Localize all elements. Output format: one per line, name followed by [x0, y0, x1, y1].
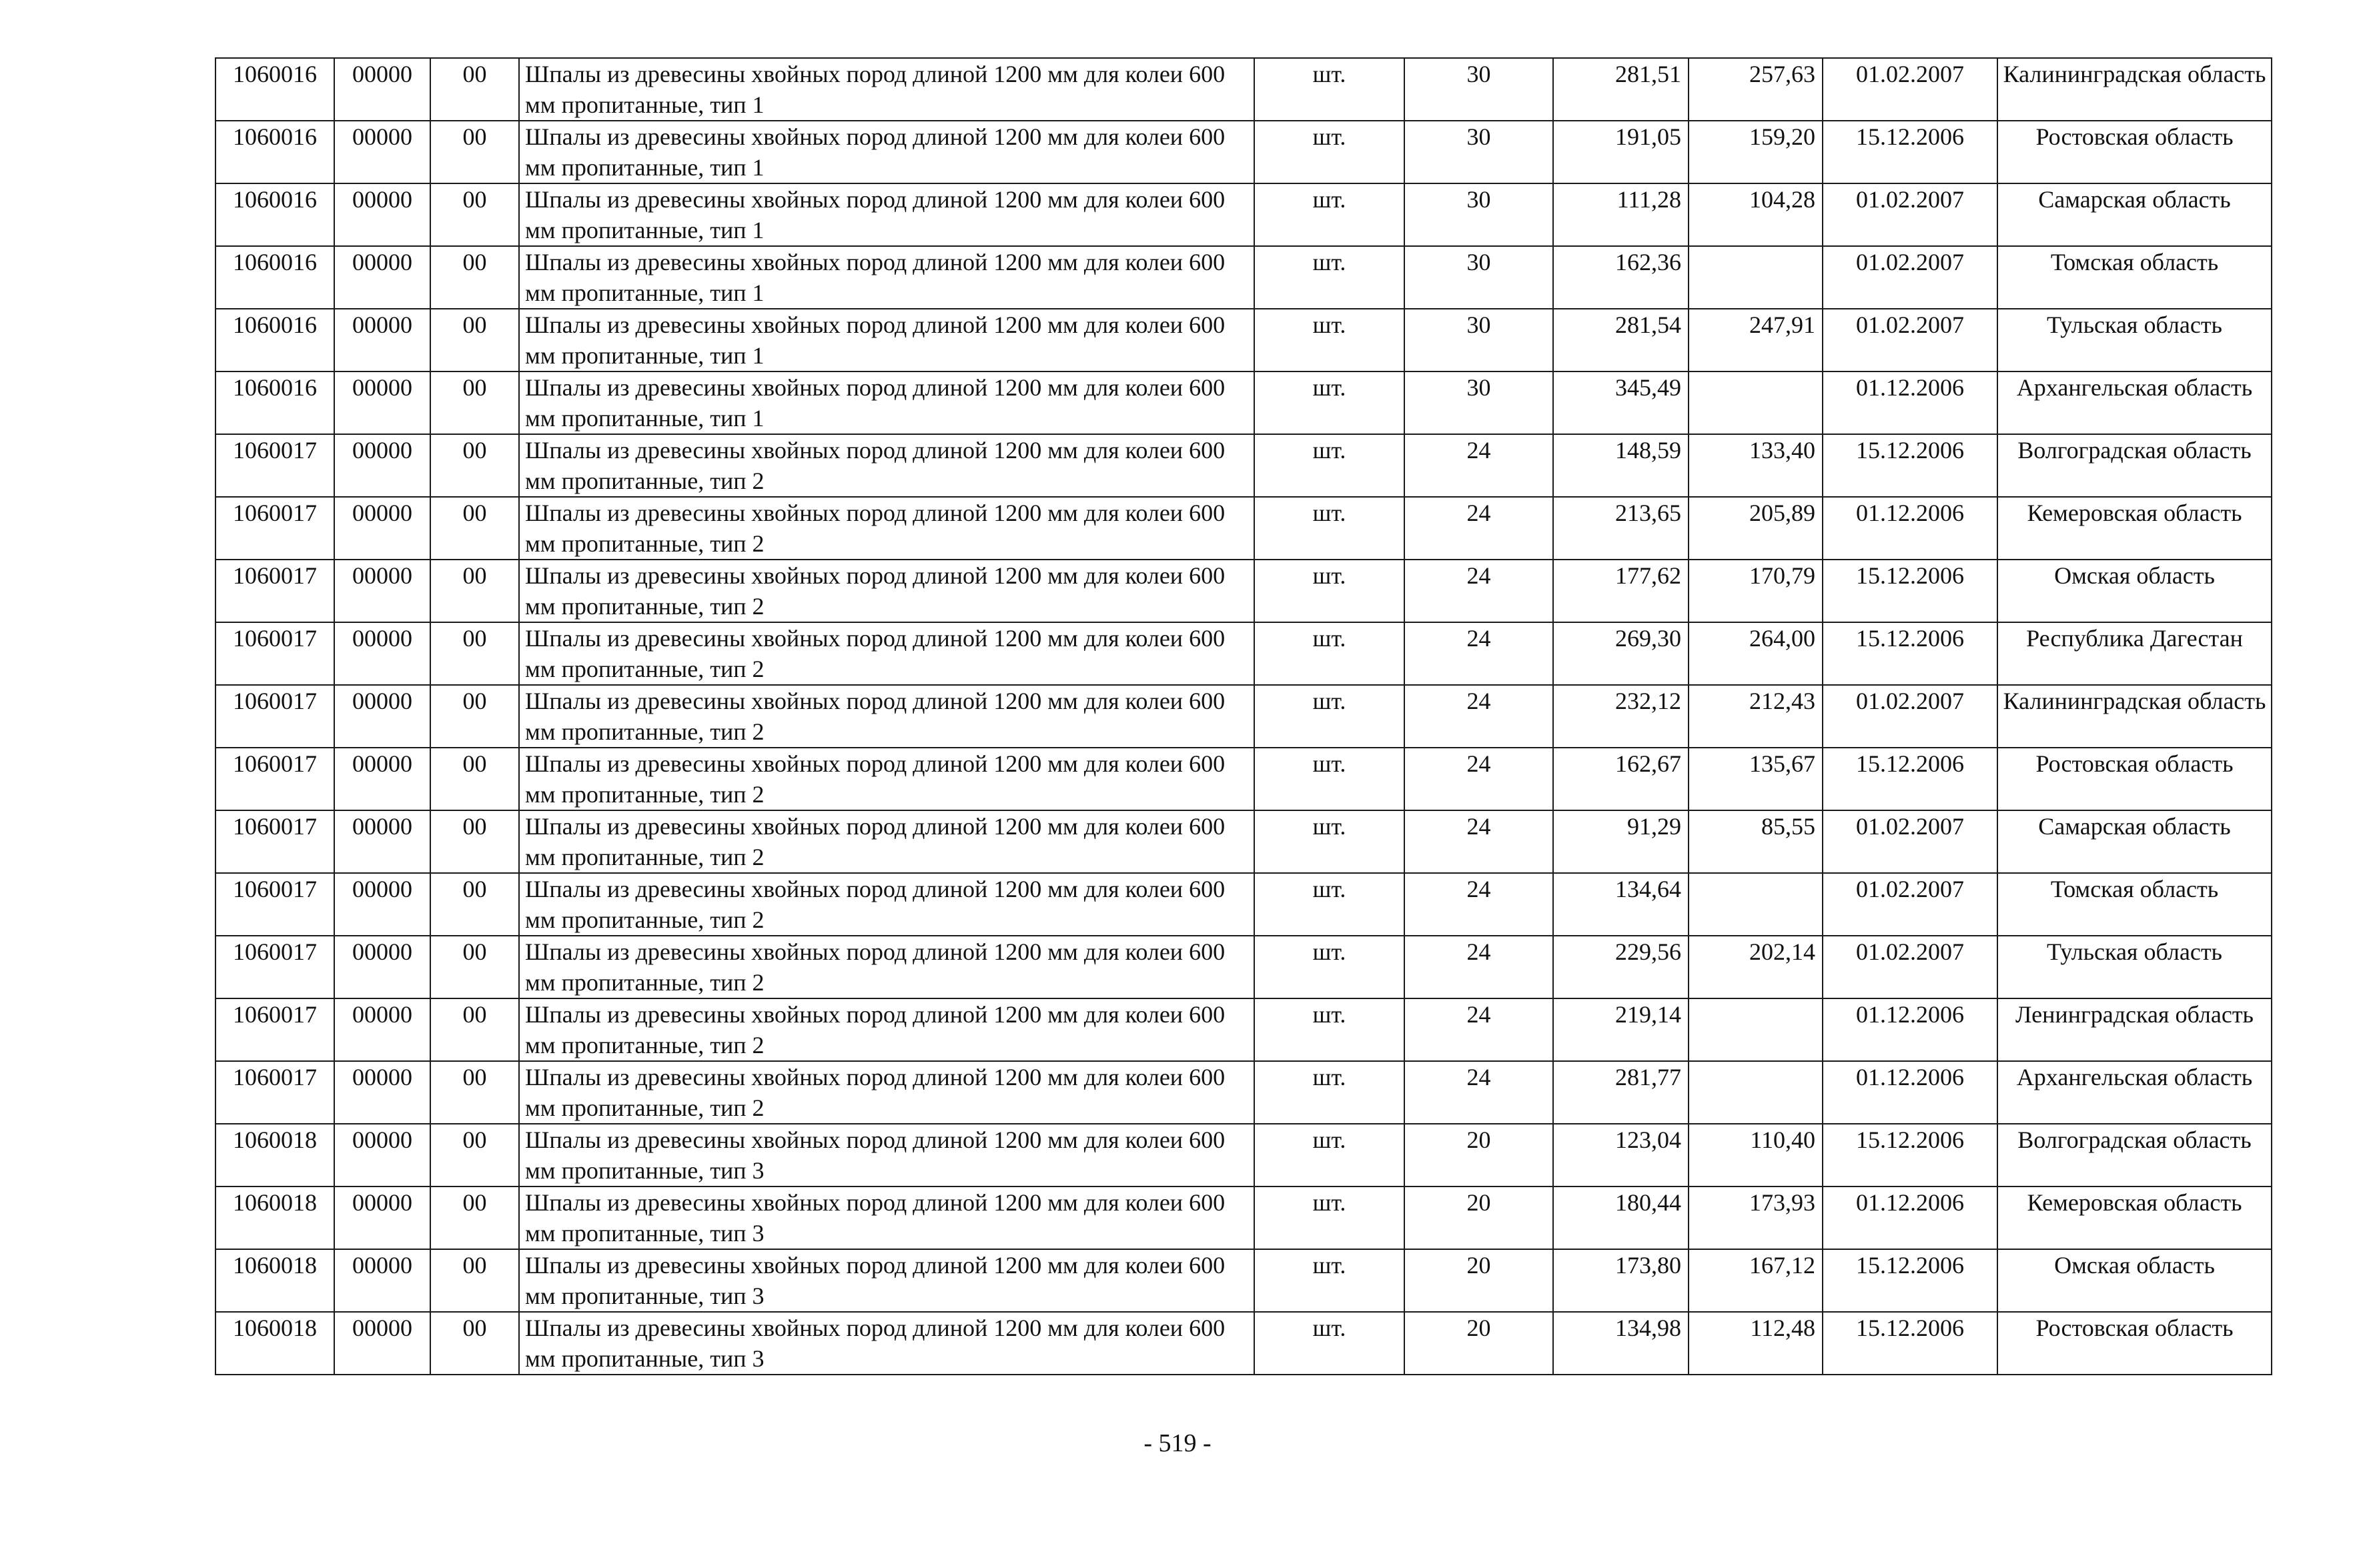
- region-cell: Ростовская область: [1997, 748, 2272, 810]
- price-alt-cell: [1689, 998, 1823, 1061]
- subcode-cell: 00000: [334, 434, 430, 497]
- price-alt-cell: 212,43: [1689, 685, 1823, 748]
- price-alt-cell: 247,91: [1689, 309, 1823, 371]
- material-name-cell: Шпалы из древесины хвойных пород длиной 1200 мм для колеи 600 мм пропитанные, тип 1: [519, 371, 1254, 434]
- table-row: [215, 497, 2272, 560]
- material-name-cell: Шпалы из древесины хвойных пород длиной 1200 мм для колеи 600 мм пропитанные, тип 2: [519, 685, 1254, 748]
- subcode-cell: 00000: [334, 936, 430, 998]
- unit-cell: шт.: [1254, 1312, 1404, 1375]
- suffix-code-cell: 00: [430, 246, 519, 309]
- material-name-cell: Шпалы из древесины хвойных пород длиной 1200 мм для колеи 600 мм пропитанные, тип 2: [519, 1061, 1254, 1124]
- subcode-cell: 00000: [334, 183, 430, 246]
- material-name-cell: Шпалы из древесины хвойных пород длиной 1200 мм для колеи 600 мм пропитанные, тип 1: [519, 58, 1254, 121]
- resource-code-cell: 1060016: [215, 371, 334, 434]
- table-row: [215, 1061, 2272, 1124]
- price-table-body: [215, 58, 2272, 1375]
- quantity-cell: 24: [1404, 560, 1553, 622]
- suffix-code-cell: 00: [430, 560, 519, 622]
- unit-cell: шт.: [1254, 873, 1404, 936]
- price-alt-cell: 85,55: [1689, 810, 1823, 873]
- region-cell: Волгоградская область: [1997, 434, 2272, 497]
- price-alt-cell: 112,48: [1689, 1312, 1823, 1375]
- price-alt-cell: 205,89: [1689, 497, 1823, 560]
- material-name-cell: Шпалы из древесины хвойных пород длиной 1200 мм для колеи 600 мм пропитанные, тип 3: [519, 1124, 1254, 1187]
- price-cell: 191,05: [1553, 121, 1689, 183]
- material-name-cell: Шпалы из древесины хвойных пород длиной 1200 мм для колеи 600 мм пропитанные, тип 2: [519, 434, 1254, 497]
- suffix-code-cell: 00: [430, 434, 519, 497]
- date-cell: 15.12.2006: [1823, 121, 1997, 183]
- resource-code-cell: 1060016: [215, 58, 334, 121]
- suffix-code-cell: 00: [430, 1249, 519, 1312]
- table-row: [215, 560, 2272, 622]
- unit-cell: шт.: [1254, 998, 1404, 1061]
- suffix-code-cell: 00: [430, 309, 519, 371]
- quantity-cell: 24: [1404, 622, 1553, 685]
- table-row: [215, 246, 2272, 309]
- subcode-cell: 00000: [334, 1061, 430, 1124]
- resource-code-cell: 1060017: [215, 998, 334, 1061]
- date-cell: 15.12.2006: [1823, 748, 1997, 810]
- suffix-code-cell: 00: [430, 1187, 519, 1249]
- suffix-code-cell: 00: [430, 873, 519, 936]
- price-alt-cell: 202,14: [1689, 936, 1823, 998]
- subcode-cell: 00000: [334, 121, 430, 183]
- resource-code-cell: 1060017: [215, 1061, 334, 1124]
- region-cell: Архангельская область: [1997, 1061, 2272, 1124]
- date-cell: 01.02.2007: [1823, 183, 1997, 246]
- price-alt-cell: 173,93: [1689, 1187, 1823, 1249]
- subcode-cell: 00000: [334, 685, 430, 748]
- price-table: [215, 57, 2272, 1375]
- price-cell: 148,59: [1553, 434, 1689, 497]
- suffix-code-cell: 00: [430, 1061, 519, 1124]
- unit-cell: шт.: [1254, 246, 1404, 309]
- date-cell: 15.12.2006: [1823, 1312, 1997, 1375]
- date-cell: 01.02.2007: [1823, 873, 1997, 936]
- quantity-cell: 24: [1404, 873, 1553, 936]
- table-row: [215, 1124, 2272, 1187]
- price-cell: 134,98: [1553, 1312, 1689, 1375]
- resource-code-cell: 1060018: [215, 1187, 334, 1249]
- table-row: [215, 371, 2272, 434]
- unit-cell: шт.: [1254, 1187, 1404, 1249]
- price-cell: 281,77: [1553, 1061, 1689, 1124]
- table-row: [215, 936, 2272, 998]
- region-cell: Тульская область: [1997, 936, 2272, 998]
- region-cell: Ленинградская область: [1997, 998, 2272, 1061]
- price-cell: 180,44: [1553, 1187, 1689, 1249]
- material-name-cell: Шпалы из древесины хвойных пород длиной 1200 мм для колеи 600 мм пропитанные, тип 2: [519, 873, 1254, 936]
- quantity-cell: 20: [1404, 1124, 1553, 1187]
- suffix-code-cell: 00: [430, 121, 519, 183]
- date-cell: 15.12.2006: [1823, 622, 1997, 685]
- quantity-cell: 24: [1404, 434, 1553, 497]
- date-cell: 01.02.2007: [1823, 936, 1997, 998]
- price-cell: 162,67: [1553, 748, 1689, 810]
- resource-code-cell: 1060017: [215, 560, 334, 622]
- price-cell: 111,28: [1553, 183, 1689, 246]
- region-cell: Самарская область: [1997, 810, 2272, 873]
- price-cell: 345,49: [1553, 371, 1689, 434]
- price-cell: 232,12: [1553, 685, 1689, 748]
- region-cell: Калининградская область: [1997, 685, 2272, 748]
- material-name-cell: Шпалы из древесины хвойных пород длиной 1200 мм для колеи 600 мм пропитанные, тип 3: [519, 1187, 1254, 1249]
- table-row: [215, 309, 2272, 371]
- quantity-cell: 30: [1404, 58, 1553, 121]
- unit-cell: шт.: [1254, 121, 1404, 183]
- table-row: [215, 121, 2272, 183]
- subcode-cell: 00000: [334, 1187, 430, 1249]
- subcode-cell: 00000: [334, 810, 430, 873]
- unit-cell: шт.: [1254, 622, 1404, 685]
- unit-cell: шт.: [1254, 434, 1404, 497]
- resource-code-cell: 1060016: [215, 121, 334, 183]
- quantity-cell: 24: [1404, 497, 1553, 560]
- price-cell: 281,54: [1553, 309, 1689, 371]
- suffix-code-cell: 00: [430, 998, 519, 1061]
- price-alt-cell: 135,67: [1689, 748, 1823, 810]
- price-cell: 281,51: [1553, 58, 1689, 121]
- unit-cell: шт.: [1254, 1061, 1404, 1124]
- material-name-cell: Шпалы из древесины хвойных пород длиной 1200 мм для колеи 600 мм пропитанные, тип 2: [519, 998, 1254, 1061]
- unit-cell: шт.: [1254, 371, 1404, 434]
- subcode-cell: 00000: [334, 58, 430, 121]
- date-cell: 01.12.2006: [1823, 998, 1997, 1061]
- resource-code-cell: 1060018: [215, 1249, 334, 1312]
- quantity-cell: 30: [1404, 246, 1553, 309]
- price-alt-cell: 257,63: [1689, 58, 1823, 121]
- resource-code-cell: 1060017: [215, 873, 334, 936]
- region-cell: Архангельская область: [1997, 371, 2272, 434]
- unit-cell: шт.: [1254, 810, 1404, 873]
- resource-code-cell: 1060016: [215, 246, 334, 309]
- price-alt-cell: [1689, 1061, 1823, 1124]
- unit-cell: шт.: [1254, 685, 1404, 748]
- price-alt-cell: 159,20: [1689, 121, 1823, 183]
- material-name-cell: Шпалы из древесины хвойных пород длиной 1200 мм для колеи 600 мм пропитанные, тип 2: [519, 622, 1254, 685]
- date-cell: 01.12.2006: [1823, 371, 1997, 434]
- region-cell: Ростовская область: [1997, 121, 2272, 183]
- price-cell: 213,65: [1553, 497, 1689, 560]
- table-row: [215, 685, 2272, 748]
- page-number: - 519 -: [1143, 1429, 1212, 1457]
- region-cell: Ростовская область: [1997, 1312, 2272, 1375]
- suffix-code-cell: 00: [430, 748, 519, 810]
- material-name-cell: Шпалы из древесины хвойных пород длиной 1200 мм для колеи 600 мм пропитанные, тип 1: [519, 183, 1254, 246]
- unit-cell: шт.: [1254, 309, 1404, 371]
- unit-cell: шт.: [1254, 1249, 1404, 1312]
- date-cell: 01.02.2007: [1823, 810, 1997, 873]
- date-cell: 01.12.2006: [1823, 1061, 1997, 1124]
- table-row: [215, 748, 2272, 810]
- price-alt-cell: 104,28: [1689, 183, 1823, 246]
- subcode-cell: 00000: [334, 998, 430, 1061]
- price-alt-cell: [1689, 873, 1823, 936]
- quantity-cell: 30: [1404, 183, 1553, 246]
- quantity-cell: 24: [1404, 685, 1553, 748]
- subcode-cell: 00000: [334, 748, 430, 810]
- table-row: [215, 183, 2272, 246]
- region-cell: Самарская область: [1997, 183, 2272, 246]
- quantity-cell: 24: [1404, 936, 1553, 998]
- subcode-cell: 00000: [334, 1312, 430, 1375]
- subcode-cell: 00000: [334, 560, 430, 622]
- price-cell: 269,30: [1553, 622, 1689, 685]
- material-name-cell: Шпалы из древесины хвойных пород длиной 1200 мм для колеи 600 мм пропитанные, тип 2: [519, 810, 1254, 873]
- resource-code-cell: 1060018: [215, 1124, 334, 1187]
- unit-cell: шт.: [1254, 748, 1404, 810]
- date-cell: 01.02.2007: [1823, 309, 1997, 371]
- region-cell: Республика Дагестан: [1997, 622, 2272, 685]
- quantity-cell: 20: [1404, 1249, 1553, 1312]
- subcode-cell: 00000: [334, 309, 430, 371]
- unit-cell: шт.: [1254, 183, 1404, 246]
- material-name-cell: Шпалы из древесины хвойных пород длиной 1200 мм для колеи 600 мм пропитанные, тип 2: [519, 560, 1254, 622]
- date-cell: 15.12.2006: [1823, 434, 1997, 497]
- resource-code-cell: 1060017: [215, 685, 334, 748]
- material-name-cell: Шпалы из древесины хвойных пород длиной 1200 мм для колеи 600 мм пропитанные, тип 2: [519, 497, 1254, 560]
- price-alt-cell: 170,79: [1689, 560, 1823, 622]
- quantity-cell: 24: [1404, 748, 1553, 810]
- material-name-cell: Шпалы из древесины хвойных пород длиной 1200 мм для колеи 600 мм пропитанные, тип 1: [519, 121, 1254, 183]
- date-cell: 15.12.2006: [1823, 560, 1997, 622]
- resource-code-cell: 1060017: [215, 497, 334, 560]
- region-cell: Тульская область: [1997, 309, 2272, 371]
- date-cell: 01.02.2007: [1823, 685, 1997, 748]
- subcode-cell: 00000: [334, 1124, 430, 1187]
- suffix-code-cell: 00: [430, 622, 519, 685]
- price-alt-cell: 110,40: [1689, 1124, 1823, 1187]
- date-cell: 15.12.2006: [1823, 1124, 1997, 1187]
- unit-cell: шт.: [1254, 560, 1404, 622]
- subcode-cell: 00000: [334, 622, 430, 685]
- suffix-code-cell: 00: [430, 810, 519, 873]
- quantity-cell: 30: [1404, 121, 1553, 183]
- resource-code-cell: 1060017: [215, 810, 334, 873]
- table-row: [215, 1312, 2272, 1375]
- subcode-cell: 00000: [334, 497, 430, 560]
- material-name-cell: Шпалы из древесины хвойных пород длиной 1200 мм для колеи 600 мм пропитанные, тип 2: [519, 748, 1254, 810]
- table-row: [215, 434, 2272, 497]
- suffix-code-cell: 00: [430, 58, 519, 121]
- material-name-cell: Шпалы из древесины хвойных пород длиной 1200 мм для колеи 600 мм пропитанные, тип 2: [519, 936, 1254, 998]
- subcode-cell: 00000: [334, 246, 430, 309]
- region-cell: Кемеровская область: [1997, 1187, 2272, 1249]
- subcode-cell: 00000: [334, 873, 430, 936]
- price-cell: 134,64: [1553, 873, 1689, 936]
- table-row: [215, 873, 2272, 936]
- unit-cell: шт.: [1254, 497, 1404, 560]
- price-cell: 173,80: [1553, 1249, 1689, 1312]
- resource-code-cell: 1060016: [215, 309, 334, 371]
- suffix-code-cell: 00: [430, 371, 519, 434]
- material-name-cell: Шпалы из древесины хвойных пород длиной 1200 мм для колеи 600 мм пропитанные, тип 3: [519, 1312, 1254, 1375]
- quantity-cell: 20: [1404, 1187, 1553, 1249]
- resource-code-cell: 1060018: [215, 1312, 334, 1375]
- price-cell: 91,29: [1553, 810, 1689, 873]
- quantity-cell: 24: [1404, 810, 1553, 873]
- resource-code-cell: 1060017: [215, 936, 334, 998]
- date-cell: 15.12.2006: [1823, 1249, 1997, 1312]
- region-cell: Томская область: [1997, 873, 2272, 936]
- table-row: [215, 998, 2272, 1061]
- material-name-cell: Шпалы из древесины хвойных пород длиной 1200 мм для колеи 600 мм пропитанные, тип 1: [519, 309, 1254, 371]
- region-cell: Кемеровская область: [1997, 497, 2272, 560]
- price-alt-cell: 264,00: [1689, 622, 1823, 685]
- suffix-code-cell: 00: [430, 936, 519, 998]
- price-alt-cell: 167,12: [1689, 1249, 1823, 1312]
- quantity-cell: 24: [1404, 998, 1553, 1061]
- quantity-cell: 30: [1404, 371, 1553, 434]
- suffix-code-cell: 00: [430, 183, 519, 246]
- resource-code-cell: 1060017: [215, 622, 334, 685]
- table-row: [215, 622, 2272, 685]
- material-name-cell: Шпалы из древесины хвойных пород длиной 1200 мм для колеи 600 мм пропитанные, тип 1: [519, 246, 1254, 309]
- table-row: [215, 58, 2272, 121]
- date-cell: 01.12.2006: [1823, 1187, 1997, 1249]
- region-cell: Омская область: [1997, 560, 2272, 622]
- price-cell: 219,14: [1553, 998, 1689, 1061]
- price-alt-cell: 133,40: [1689, 434, 1823, 497]
- date-cell: 01.12.2006: [1823, 497, 1997, 560]
- date-cell: 01.02.2007: [1823, 246, 1997, 309]
- price-cell: 123,04: [1553, 1124, 1689, 1187]
- unit-cell: шт.: [1254, 1124, 1404, 1187]
- material-name-cell: Шпалы из древесины хвойных пород длиной 1200 мм для колеи 600 мм пропитанные, тип 3: [519, 1249, 1254, 1312]
- resource-code-cell: 1060016: [215, 183, 334, 246]
- region-cell: Томская область: [1997, 246, 2272, 309]
- unit-cell: шт.: [1254, 58, 1404, 121]
- region-cell: Волгоградская область: [1997, 1124, 2272, 1187]
- region-cell: Калининградская область: [1997, 58, 2272, 121]
- table-row: [215, 810, 2272, 873]
- table-row: [215, 1249, 2272, 1312]
- resource-code-cell: 1060017: [215, 748, 334, 810]
- subcode-cell: 00000: [334, 371, 430, 434]
- resource-code-cell: 1060017: [215, 434, 334, 497]
- date-cell: 01.02.2007: [1823, 58, 1997, 121]
- suffix-code-cell: 00: [430, 497, 519, 560]
- price-cell: 177,62: [1553, 560, 1689, 622]
- table-row: [215, 1187, 2272, 1249]
- price-cell: 162,36: [1553, 246, 1689, 309]
- quantity-cell: 30: [1404, 309, 1553, 371]
- suffix-code-cell: 00: [430, 685, 519, 748]
- price-alt-cell: [1689, 371, 1823, 434]
- suffix-code-cell: 00: [430, 1312, 519, 1375]
- quantity-cell: 24: [1404, 1061, 1553, 1124]
- subcode-cell: 00000: [334, 1249, 430, 1312]
- region-cell: Омская область: [1997, 1249, 2272, 1312]
- unit-cell: шт.: [1254, 936, 1404, 998]
- suffix-code-cell: 00: [430, 1124, 519, 1187]
- price-cell: 229,56: [1553, 936, 1689, 998]
- price-alt-cell: [1689, 246, 1823, 309]
- quantity-cell: 20: [1404, 1312, 1553, 1375]
